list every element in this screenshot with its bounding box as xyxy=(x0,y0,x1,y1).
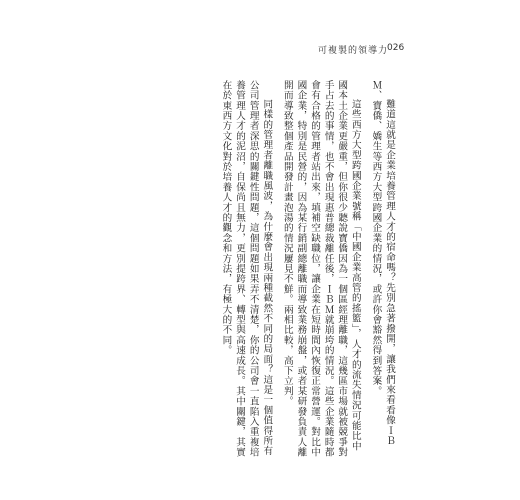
paragraph-1: 難道這就是企業培養管理人才的宿命嗎？先別急著撥開，讓我們來看看像ＩＢＭ、寶僑、嬌生等西方大型跨國企業的情況，或許你會豁然得到答案。 xyxy=(370,80,395,446)
paragraph-3: 同樣的管理者離職風波，為什麼會出現兩種截然不同的局面？這是一個值得所有公司管理者深思的關鍵性問題，這個問題如果弄不清楚，你的公司會一直陷入重複培養管理人才的泥沼，自保尚且無力，更別提跨界、轉型與高速成長。其中關鍵，其實在於東西方文化對於培養人才的觀念和方法，有極大的不同。 xyxy=(220,80,273,458)
page-number: 026 xyxy=(387,43,405,53)
body-text xyxy=(168,80,396,460)
running-title: 可複製的領導力 xyxy=(318,46,389,56)
vertical-column-group xyxy=(219,80,396,460)
page-header xyxy=(0,43,520,57)
paragraph-2: 這些西方大型跨國企業號稱「中國企業高管的搖籃」，人才的流失情況可能比中國本土企業更嚴重，但你很少聽說寶僑因為一個區經理離職，這幾區市場就被競爭對手占去的事情，也不會出現惠普總裁離任後，ＩＢＭ就崩垮的情況。這些企業隨時都會有合格的管理者站出來，填補空缺職位，讓企業在短時間內恢復正常營運。對比中國企業，特別是民營的，因為某行銷副總離職而導致業務崩盤，或者某研發負責人離開而導致整個產品開發計畫泡湯的情況屢見不鮮。兩相比較，高下立判。 xyxy=(281,80,361,458)
